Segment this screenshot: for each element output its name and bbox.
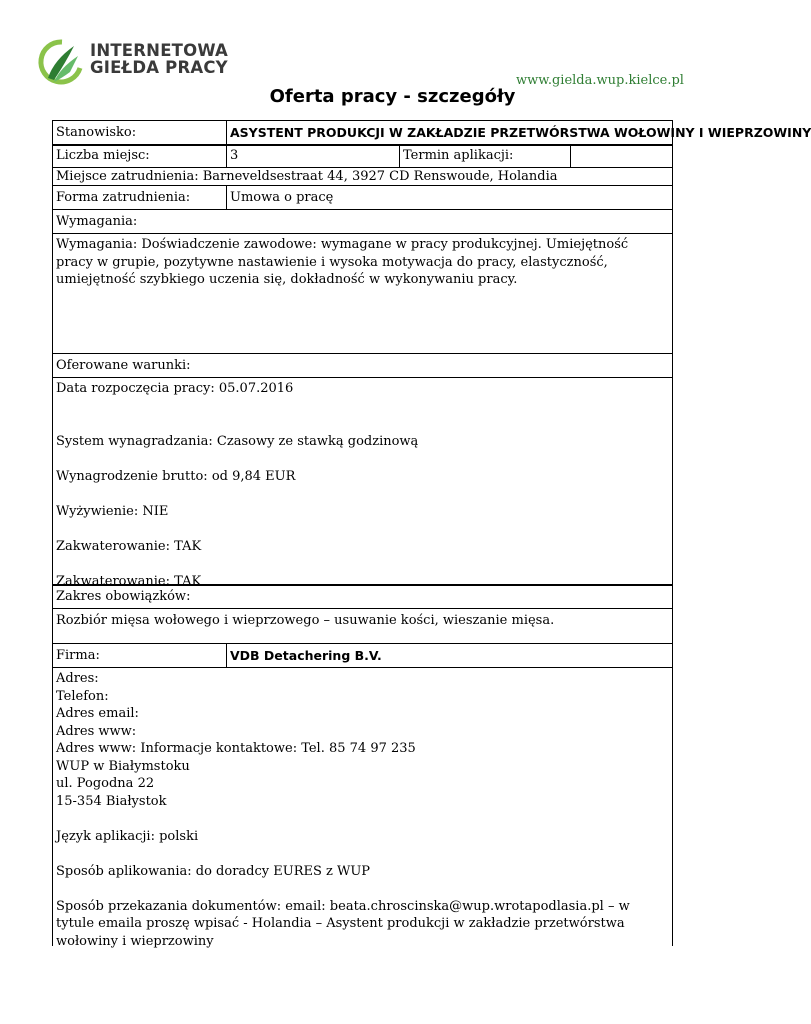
stanowisko-label: Stanowisko: xyxy=(56,125,137,140)
kontakt-city: 15-354 Białystok xyxy=(56,793,167,809)
kontakt-street: ul. Pogodna 22 xyxy=(56,776,155,791)
warunki-zakwaterowanie-1: Zakwaterowanie: TAK xyxy=(56,538,202,554)
liczba-label: Liczba miejsc: xyxy=(56,148,150,163)
forma-label: Forma zatrudnienia: xyxy=(56,190,191,205)
logo-line-1: INTERNETOWA xyxy=(90,41,228,60)
kontakt-przekazanie: Sposób przekazania dokumentów: email: beata.chroscinska@wup.wrotapodlasia.pl – w tytule emaila proszę wpisać - Holandia – Asystent produkcji w zakładzie przetwórstwa wołowiny i wieprzowiny xyxy=(56,898,630,949)
firma-label: Firma: xyxy=(56,648,100,663)
warunki-start: Data rozpoczęcia pracy: 05.07.2016 xyxy=(56,381,294,396)
warunki-wynagrodzenie: Wynagrodzenie brutto: od 9,84 EUR xyxy=(56,468,296,484)
firma-value: VDB Detachering B.V. xyxy=(226,644,672,667)
row-wymagania-text xyxy=(52,233,673,353)
row-warunki-label xyxy=(52,353,673,377)
row-liczba xyxy=(52,144,673,167)
row-warunki-text xyxy=(52,377,673,589)
row-stanowisko xyxy=(52,120,811,144)
warunki-label: Oferowane warunki: xyxy=(56,358,191,373)
kontakt-www-info: Adres www: Informacje kontaktowe: Tel. 85 74 97 235 xyxy=(56,741,416,756)
logo-icon xyxy=(40,38,84,86)
warunki-zakwaterowanie-2: Zakwaterowanie: TAK xyxy=(56,573,202,589)
row-miejsce xyxy=(52,167,673,185)
kontakt-email: Adres email: xyxy=(56,706,139,721)
warunki-wyzywienie: Wyżywienie: NIE xyxy=(56,503,169,519)
row-firma xyxy=(52,643,673,667)
row-zakres-text xyxy=(52,608,673,643)
kontakt-org: WUP w Białymstoku xyxy=(56,758,190,774)
termin-label: Termin aplikacji: xyxy=(399,146,570,167)
miejsce-text: Miejsce zatrudnienia: Barneveldsestraat 44, 3927 CD Renswoude, Holandia xyxy=(56,169,558,184)
site-url[interactable]: www.gielda.wup.kielce.pl xyxy=(516,73,684,88)
forma-value: Umowa o pracę xyxy=(226,186,672,209)
wymagania-label: Wymagania: xyxy=(56,214,138,229)
kontakt-telefon: Telefon: xyxy=(56,688,109,704)
logo-line-2: GIEŁDA PRACY xyxy=(90,58,228,77)
stanowisko-value: ASYSTENT PRODUKCJI W ZAKŁADZIE PRZETWÓRSTWA WOŁOWINY I WIEPRZOWINY xyxy=(226,121,732,144)
kontakt-adres: Adres: xyxy=(56,671,99,686)
row-zakres-label xyxy=(52,584,673,608)
zakres-text: Rozbiór mięsa wołowego i wieprzowego – usuwanie kości, wieszanie mięsa. xyxy=(56,613,555,628)
page-title: Oferta pracy - szczegóły xyxy=(269,86,516,107)
zakres-label: Zakres obowiązków: xyxy=(56,589,191,604)
wymagania-text: Wymagania: Doświadczenie zawodowe: wymagane w pracy produkcyjnej. Umiejętność pracy w grupie, pozytywne nastawienie i wysoka motywacja do pracy, elastyczność, umiejętność szybkiego uczenia się, dokładność w wykonywaniu pracy. xyxy=(56,237,629,287)
termin-value xyxy=(570,146,672,167)
kontakt-jezyk: Język aplikacji: polski xyxy=(56,828,199,844)
row-wymagania-label xyxy=(52,209,673,233)
logo xyxy=(40,38,228,88)
row-kontakt xyxy=(52,667,673,949)
logo-wordmark xyxy=(90,42,228,76)
liczba-value: 3 xyxy=(226,146,399,167)
row-forma xyxy=(52,185,673,209)
kontakt-sposob: Sposób aplikowania: do doradcy EURES z WUP xyxy=(56,863,371,879)
warunki-system: System wynagradzania: Czasowy ze stawką godzinową xyxy=(56,433,419,449)
kontakt-www: Adres www: xyxy=(56,723,137,739)
offer-table xyxy=(52,120,811,949)
